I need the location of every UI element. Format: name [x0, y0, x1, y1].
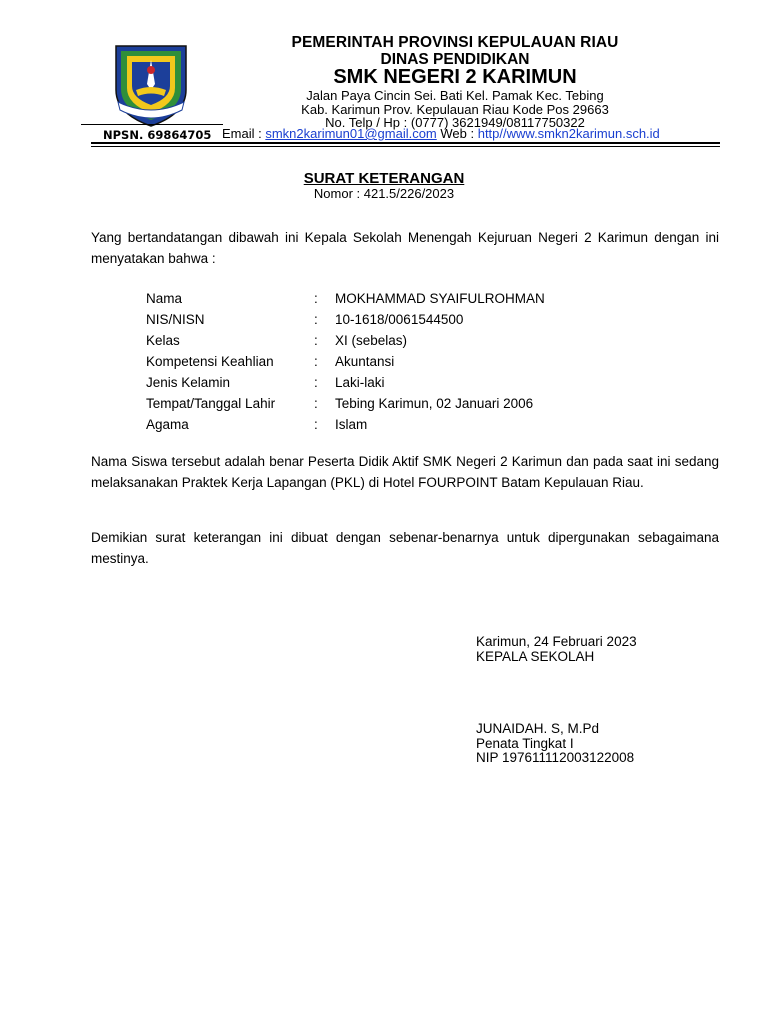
contact-line — [222, 126, 660, 141]
detail-label: Tempat/Tanggal Lahir — [146, 396, 276, 411]
signature-place-date: Karimun, 24 Februari 2023 — [476, 634, 637, 649]
header-rule-thin — [91, 146, 720, 147]
website-link[interactable]: http//www.smkn2karimun.sch.id — [477, 126, 660, 141]
detail-colon: : — [314, 312, 318, 327]
detail-value: Islam — [335, 417, 368, 432]
letter-number: Nomor : 421.5/226/2023 — [313, 186, 455, 201]
intro-paragraph: Yang bertandatangan dibawah ini Kepala Sekolah Menengah Kejuruan Negeri 2 Karimun dengan ini menyatakan bahwa : — [91, 230, 719, 266]
detail-label: Kompetensi Keahlian — [146, 354, 274, 369]
detail-value: Akuntansi — [335, 354, 395, 369]
header-rule-thick — [91, 142, 720, 144]
detail-colon: : — [314, 333, 318, 348]
detail-label: Agama — [146, 417, 189, 432]
detail-colon: : — [314, 396, 318, 411]
detail-colon: : — [314, 291, 318, 306]
npsn-number: NPSN. 69864705 — [103, 128, 212, 142]
detail-value: 10-1618/0061544500 — [335, 312, 464, 327]
email-label: Email : — [222, 126, 266, 141]
department-line: DINAS PENDIDIKAN — [380, 51, 530, 68]
detail-value: MOKHAMMAD SYAIFULROHMAN — [335, 291, 545, 306]
signatory-rank: Penata Tingkat I — [476, 736, 574, 751]
government-line: PEMERINTAH PROVINSI KEPULAUAN RIAU — [291, 34, 619, 51]
detail-colon: : — [314, 375, 318, 390]
school-name: SMK NEGERI 2 KARIMUN — [333, 66, 577, 88]
detail-label: NIS/NISN — [146, 312, 205, 327]
provincial-emblem-logo — [108, 40, 194, 128]
signatory-name: JUNAIDAH. S, M.Pd — [476, 721, 600, 736]
detail-value: Tebing Karimun, 02 Januari 2006 — [335, 396, 534, 411]
letter-title: SURAT KETERANGAN — [303, 170, 465, 187]
detail-value: XI (sebelas) — [335, 333, 408, 348]
address-line-2: Kab. Karimun Prov. Kepulauan Riau Kode Pos 29663 — [301, 102, 609, 117]
address-line-1: Jalan Paya Cincin Sei. Bati Kel. Pamak Kec. Tebing — [306, 88, 604, 103]
email-link[interactable]: smkn2karimun01@gmail.com — [265, 126, 437, 141]
detail-label: Nama — [146, 291, 183, 306]
detail-colon: : — [314, 417, 318, 432]
detail-colon: : — [314, 354, 318, 369]
detail-value: Laki-laki — [335, 375, 385, 390]
detail-label: Jenis Kelamin — [146, 375, 231, 390]
detail-label: Kelas — [146, 333, 180, 348]
signatory-nip: NIP 197611112003122008 — [476, 750, 635, 765]
phone-line: No. Telp / Hp : (0777) 3621949/08117750322 — [325, 115, 585, 130]
web-label: Web : — [436, 126, 478, 141]
signature-role: KEPALA SEKOLAH — [476, 649, 595, 664]
closing-paragraph: Demikian surat keterangan ini dibuat dengan sebenar-benarnya untuk dipergunakan sebagaimana mestinya. — [91, 530, 719, 566]
status-paragraph: Nama Siswa tersebut adalah benar Peserta Didik Aktif SMK Negeri 2 Karimun dan pada saat ini sedang melaksanakan Praktek Kerja Lapangan (PKL) di Hotel FOURPOINT Batam Kepulauan Riau. — [91, 454, 719, 490]
